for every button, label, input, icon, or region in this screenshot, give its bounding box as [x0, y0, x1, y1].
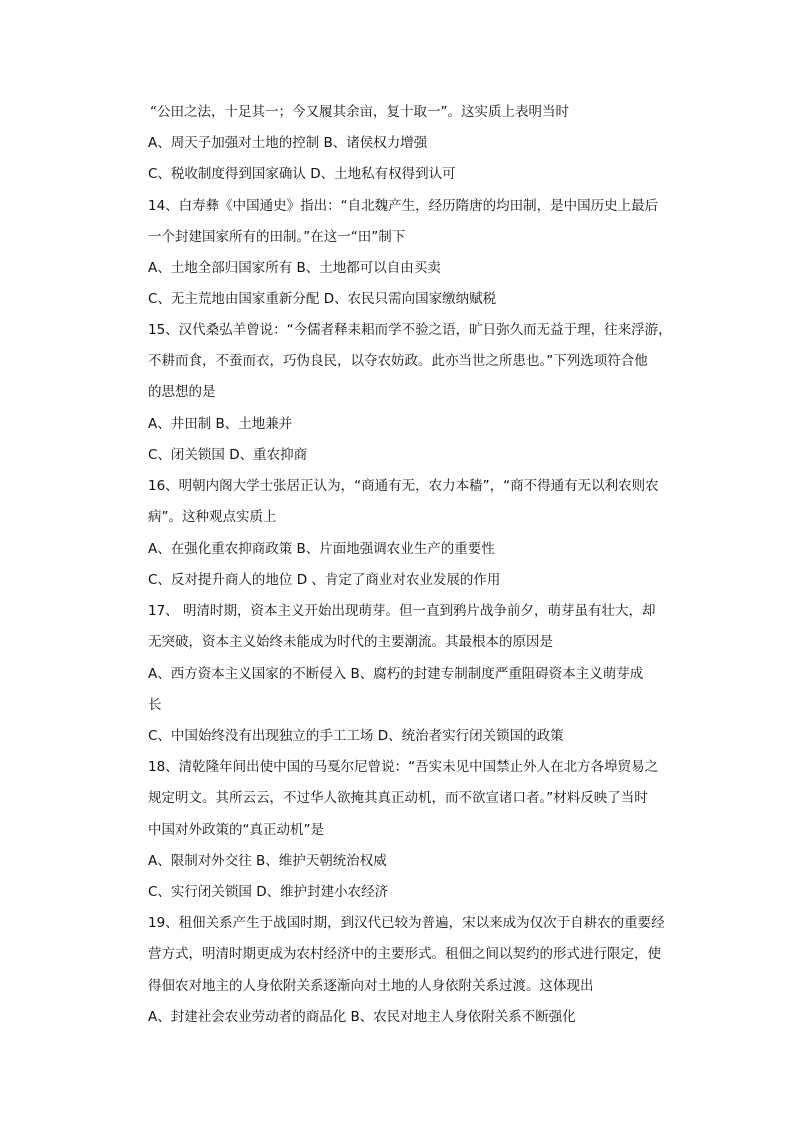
- question-14-line: 14、白寿彝《中国通史》指出：“自北魏产生，经历隋唐的均田制，是中国历史上最后: [148, 198, 659, 214]
- question-15-line: 15、汉代桑弘羊曾说：“今儒者释耒耜而学不验之语，旷日弥久而无益于理，往来浮游，: [148, 322, 672, 338]
- option-line: A、井田制 B、土地兼并: [148, 416, 293, 432]
- option-line: C、闭关锁国 D、重农抑商: [148, 447, 308, 463]
- text-line: 中国对外政策的“真正动机”是: [148, 822, 324, 838]
- text-line: “公田之法，十足其一；今又履其余亩，复十取一”。这实质上表明当时: [150, 104, 569, 120]
- option-line: A、土地全部归国家所有 B、土地都可以自由买卖: [148, 260, 441, 276]
- text-line: 病”。这种观点实质上: [148, 509, 277, 525]
- option-line: C、实行闭关锁国 D、维护封建小农经济: [148, 884, 389, 900]
- option-line: A、封建社会农业劳动者的商品化 B、农民对地主人身依附关系不断强化: [148, 1009, 576, 1025]
- text-line: 营方式，明清时期更成为农村经济中的主要形式。租佃之间以契约的形式进行限定，使: [148, 946, 661, 962]
- text-line: 长: [148, 697, 162, 713]
- text-line: 得佃农对地主的人身依附关系逐渐向对土地的人身依附关系过渡。这体现出: [148, 978, 594, 994]
- question-19-line: 19、租佃关系产生于战国时期，到汉代已较为普遍，宋以来成为仅次于自耕农的重要经: [148, 915, 665, 931]
- question-16-line: 16、明朝内阁大学士张居正认为，“商通有无，农力本穑”，“商不得通有无以利农则农: [148, 478, 659, 494]
- option-line: C、反对提升商人的地位 D 、肯定了商业对农业发展的作用: [148, 572, 501, 588]
- option-line: A、周天子加强对土地的控制 B、诸侯权力增强: [148, 135, 428, 151]
- option-line: A、西方资本主义国家的不断侵入 B、腐朽的封建专制制度严重阻碍资本主义萌芽成: [148, 666, 644, 682]
- text-line: 无突破，资本主义始终未能成为时代的主要潮流。其最根本的原因是: [148, 634, 553, 650]
- text-line: 规定明文。其所云云，不过华人欲掩其真正动机，而不欲宣诸口者。”材料反映了当时: [148, 790, 648, 806]
- question-17-line: 17、 明清时期，资本主义开始出现萌芽。但一直到鸦片战争前夕，萌芽虽有壮大，却: [148, 603, 656, 619]
- option-line: C、中国始终没有出现独立的手工工场 D、统治者实行闭关锁国的政策: [148, 728, 564, 744]
- option-line: A、限制对外交往 B、维护天朝统治权威: [148, 853, 387, 869]
- option-line: C、税收制度得到国家确认 D、土地私有权得到认可: [148, 166, 456, 182]
- option-line: A、在强化重农抑商政策 B、片面地强调农业生产的重要性: [148, 541, 495, 557]
- text-line: 的思想的是: [148, 384, 216, 400]
- text-line: 不耕而食，不蚕而衣，巧伪良民，以夺农妨政。此亦当世之所患也。”下列选项符合他: [148, 353, 648, 369]
- option-line: C、无主荒地由国家重新分配 D、农民只需向国家缴纳赋税: [148, 291, 497, 307]
- question-18-line: 18、清乾隆年间出使中国的马戛尔尼曾说：“吾实未见中国禁止外人在北方各埠贸易之: [148, 759, 659, 775]
- text-line: 一个封建国家所有的田制。”在这一“田”制下: [148, 229, 406, 245]
